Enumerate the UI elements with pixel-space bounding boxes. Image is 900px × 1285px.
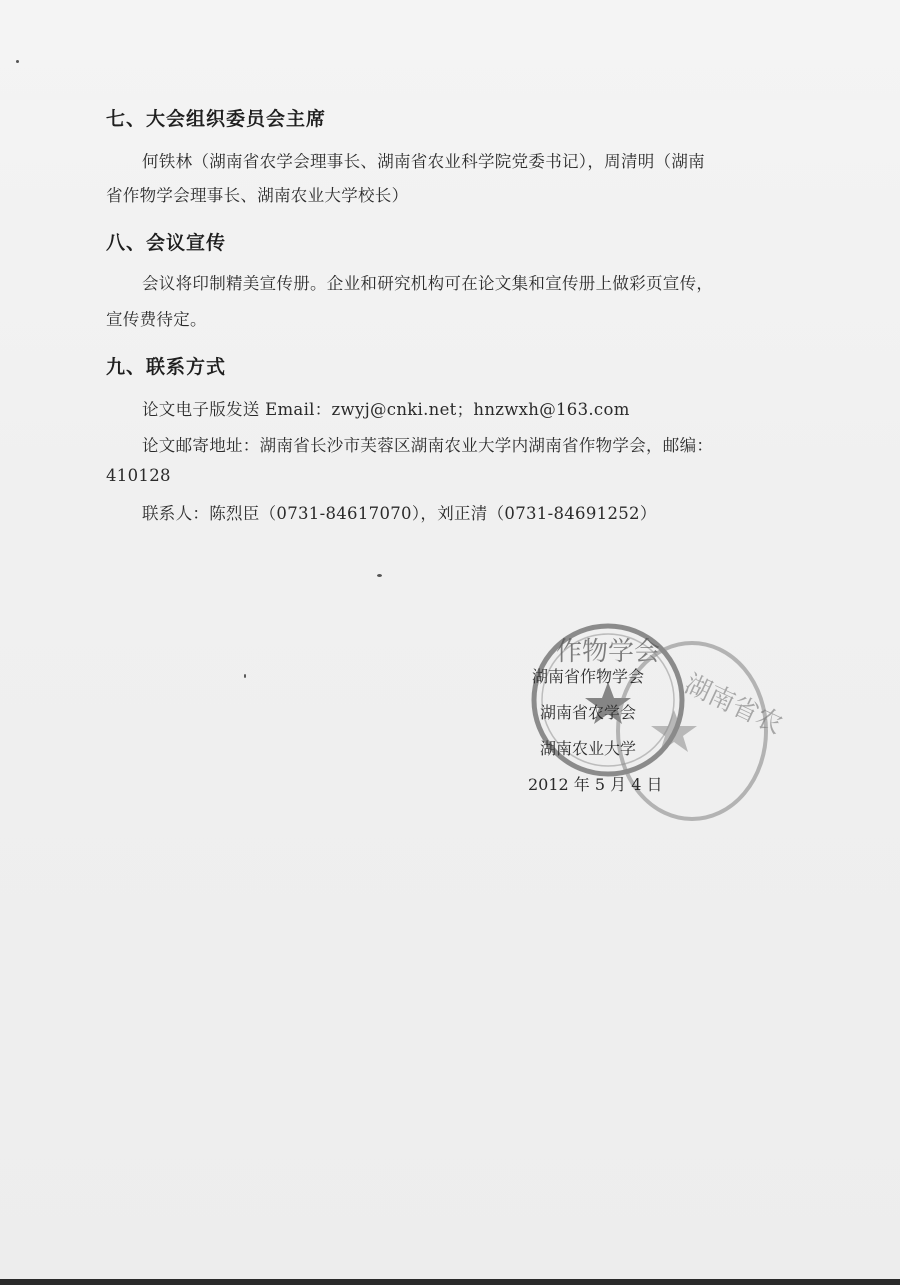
signature-org-3: 湖南农业大学: [540, 739, 637, 758]
section-8-line-1: 会议将印制精美宣传册。企业和研究机构可在论文集和宣传册上做彩页宣传，: [142, 274, 714, 293]
signature-org-2: 湖南省农学会: [540, 703, 637, 722]
section-8-line-2: 宣传费待定。: [106, 310, 207, 329]
address-line-2: 410128: [106, 466, 171, 485]
signature-org-1: 湖南省作物学会: [532, 667, 645, 686]
seal-right-text: 湖南省农: [679, 669, 787, 741]
signature-date: 2012 年 5 月 4 日: [528, 775, 663, 794]
contacts-line: 联系人：陈烈臣（0731-84617070），刘正清（0731-84691252）: [142, 504, 657, 523]
address-line-1: 论文邮寄地址：湖南省长沙市芙蓉区湖南农业大学内湖南省作物学会，邮编：: [142, 436, 714, 455]
section-7-line-1: 何铁林（湖南省农学会理事长、湖南省农业科学院党委书记），周清明（湖南: [142, 152, 705, 171]
seal-left-text: 作物学会: [555, 637, 661, 667]
scan-speck: [16, 60, 19, 63]
scan-edge: [0, 1279, 900, 1285]
section-7-line-2: 省作物学会理事长、湖南农业大学校长）: [106, 186, 409, 205]
section-7-heading: 七、大会组织委员会主席: [106, 108, 327, 130]
email-line: 论文电子版发送 Email：zwyj@cnki.net；hnzwxh@163.com: [142, 400, 630, 419]
scan-speck: [377, 574, 382, 577]
scan-speck: [244, 674, 246, 678]
section-9-heading: 九、联系方式: [106, 356, 227, 378]
section-8-heading: 八、会议宣传: [106, 232, 227, 254]
